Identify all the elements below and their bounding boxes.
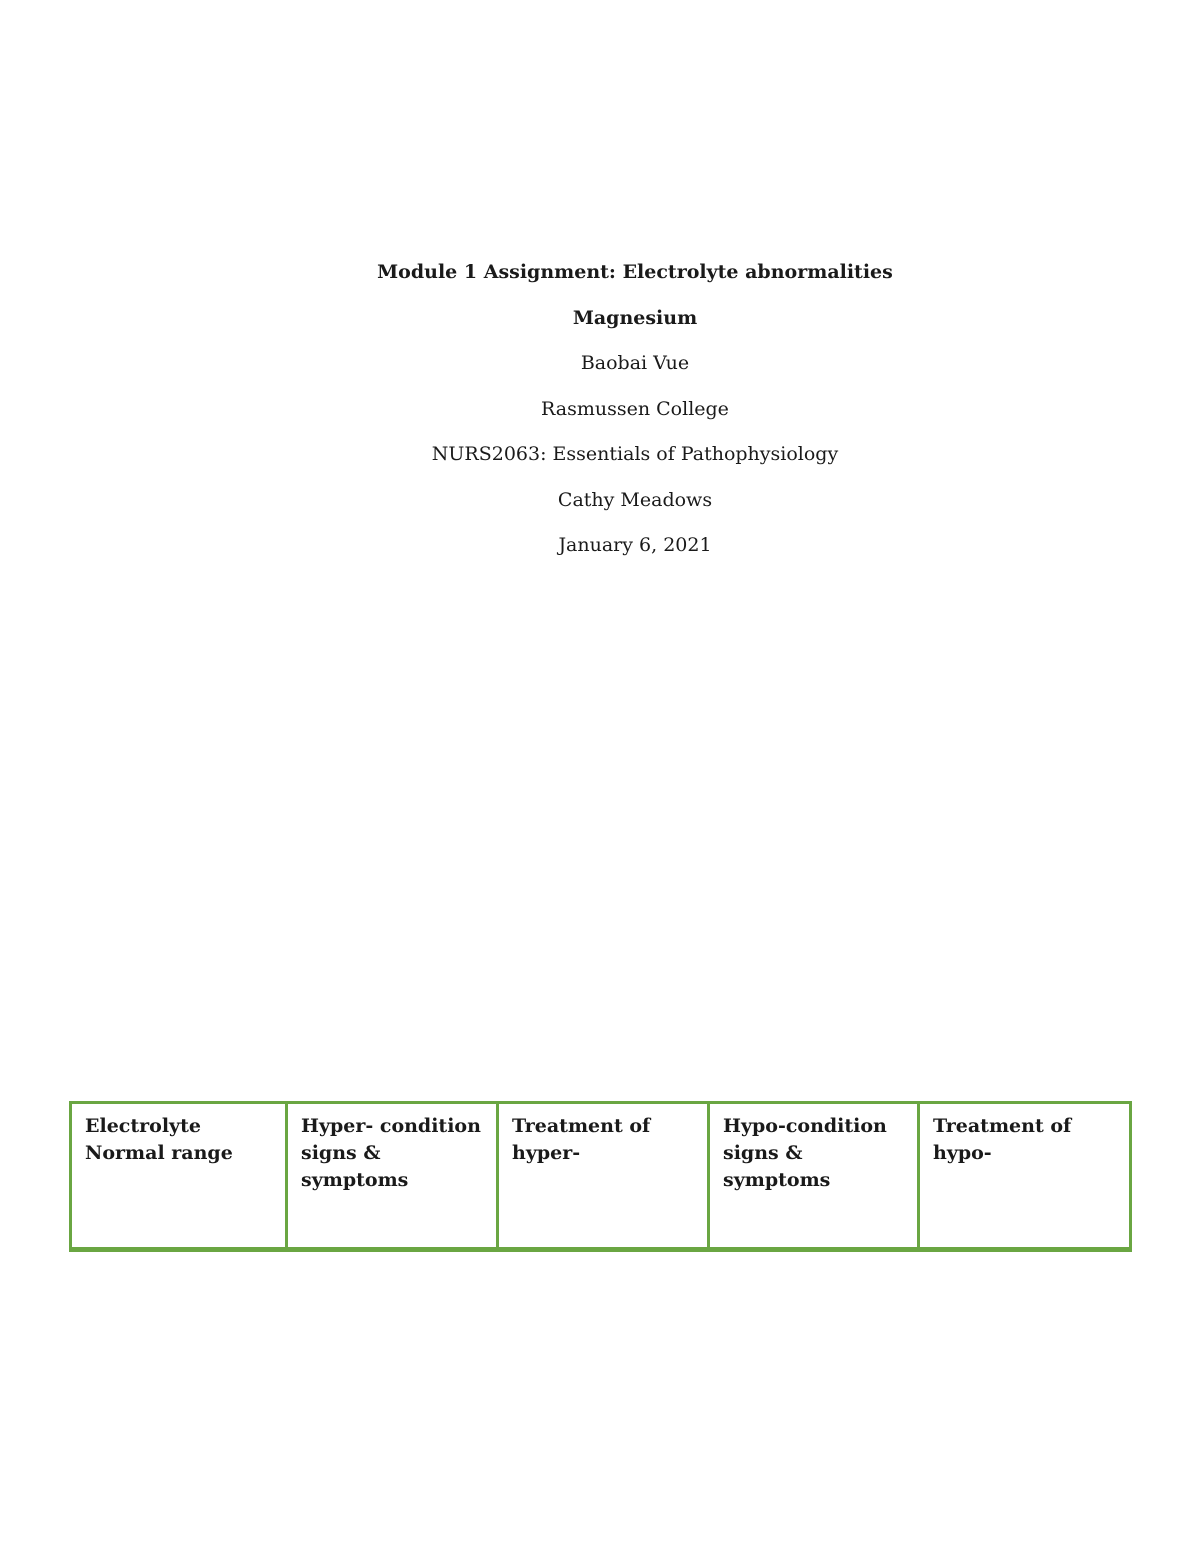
header-text-line: symptoms <box>723 1169 831 1191</box>
header-hypo-signs-symptoms <box>709 1103 919 1250</box>
header-hyper-signs-symptoms <box>287 1103 498 1250</box>
instructor-name: Cathy Meadows <box>557 488 713 511</box>
header-text-line: Treatment of <box>512 1115 651 1137</box>
header-text-line: signs & <box>301 1142 381 1164</box>
header-text-line: hypo- <box>933 1142 992 1164</box>
header-text-line: Hypo-condition <box>723 1115 887 1137</box>
header-treatment-hypo <box>919 1103 1131 1250</box>
course-name: NURS2063: Essentials of Pathophysiology <box>431 443 839 465</box>
header-text-line: hyper- <box>512 1142 581 1164</box>
header-electrolyte-normal-range <box>71 1103 287 1250</box>
header-text-line: signs & <box>723 1142 803 1164</box>
header-text-line: Normal range <box>85 1142 233 1164</box>
header-treatment-hyper <box>498 1103 709 1250</box>
assignment-title: Module 1 Assignment: Electrolyte abnormalities <box>377 261 893 283</box>
table-header-row <box>71 1103 1131 1250</box>
header-text-line: Hyper- condition <box>301 1115 481 1137</box>
electrolyte-name: Magnesium <box>572 306 698 329</box>
title-page <box>0 250 1200 569</box>
assignment-date: January 6, 2021 <box>558 534 712 556</box>
author-name: Baobai Vue <box>580 352 690 374</box>
header-text-line: symptoms <box>301 1169 409 1191</box>
header-text-line: Treatment of <box>933 1115 1072 1137</box>
institution-name: Rasmussen College <box>541 397 729 420</box>
header-text-line: Electrolyte <box>85 1115 201 1137</box>
electrolyte-table-container <box>69 1101 1129 1252</box>
electrolyte-table <box>69 1101 1132 1252</box>
